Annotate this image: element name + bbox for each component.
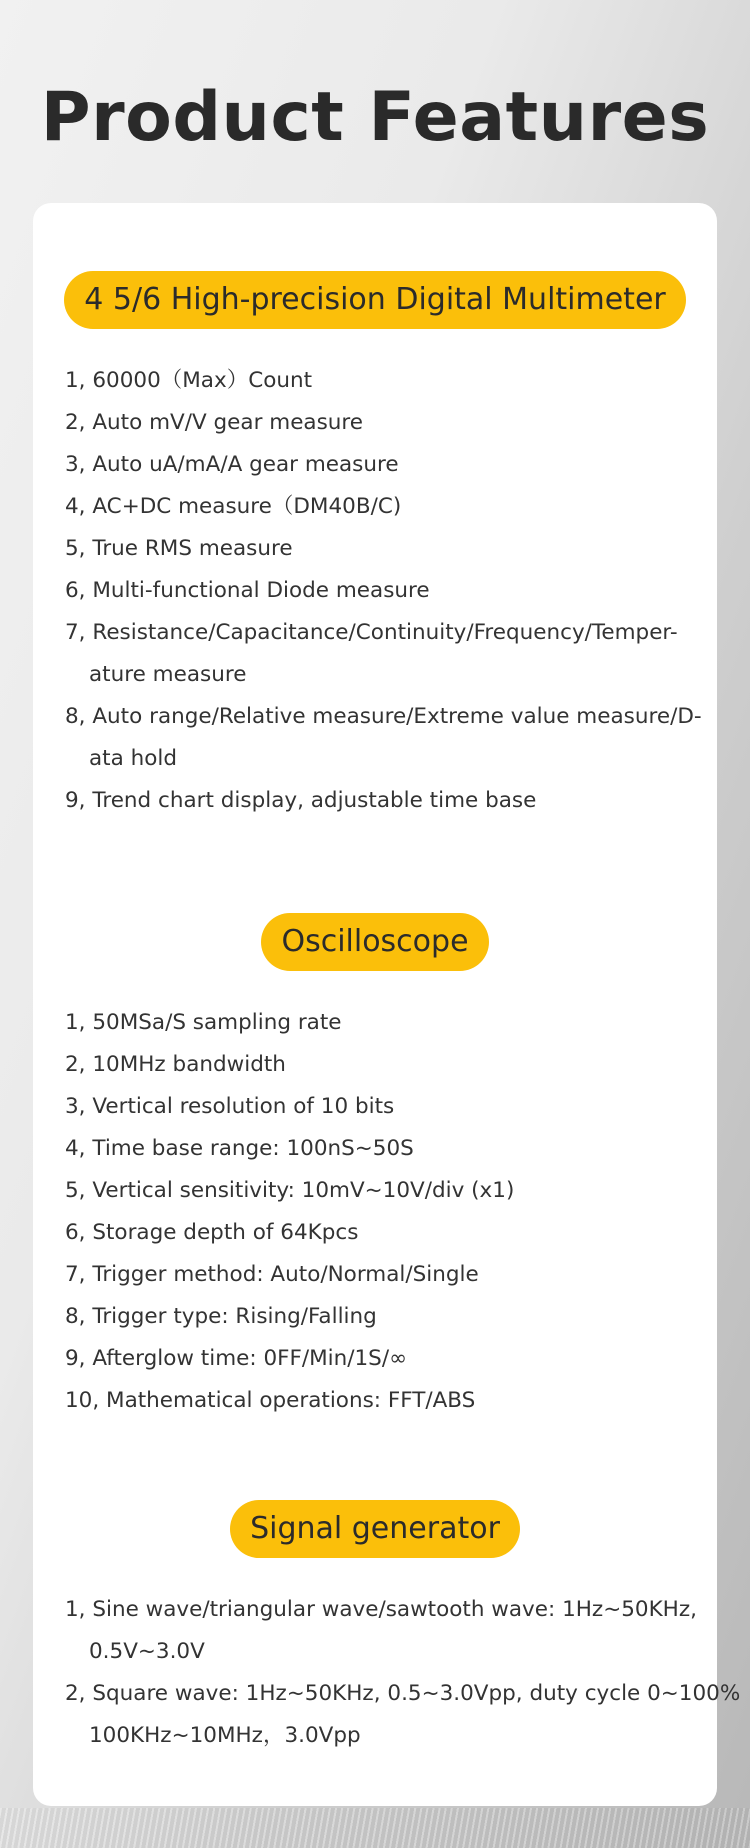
section-heading: Signal generator	[230, 1500, 520, 1558]
list-item: 5, Vertical sensitivity: 10mV~10V/div (x1)	[65, 1178, 515, 1203]
list-item: 9, Trend chart display, adjustable time base	[65, 788, 537, 813]
feature-list	[33, 1002, 717, 1422]
list-item: 3, Auto uA/mA/A gear measure	[65, 452, 399, 477]
feature-list	[33, 1589, 741, 1757]
list-item: 1, Sine wave/triangular wave/sawtooth wave: 1Hz~50KHz, 0.5V~3.0V	[65, 1597, 697, 1664]
list-item: 6, Multi-functional Diode measure	[65, 578, 430, 603]
list-item: 4, Time base range: 100nS~50S	[65, 1136, 414, 1161]
feature-list	[33, 360, 717, 822]
list-item: 2, Square wave: 1Hz~50KHz, 0.5~3.0Vpp, duty cycle 0~100% 100KHz~10MHz，3.0Vpp	[65, 1681, 741, 1748]
page-title: Product Features	[40, 78, 710, 157]
list-item: 1, 60000（Max）Count	[65, 368, 313, 393]
section-signal-generator	[33, 1500, 741, 1757]
list-item: 2, Auto mV/V gear measure	[65, 410, 364, 435]
list-item: 7, Resistance/Capacitance/Continuity/Frequency/Temper- ature measure	[65, 620, 678, 687]
section-multimeter	[33, 271, 717, 822]
background-texture	[0, 1808, 750, 1848]
list-item: 3, Vertical resolution of 10 bits	[65, 1094, 395, 1119]
section-heading: 4 5/6 High-precision Digital Multimeter	[64, 271, 685, 329]
list-item: 6, Storage depth of 64Kpcs	[65, 1220, 359, 1245]
list-item: 7, Trigger method: Auto/Normal/Single	[65, 1262, 479, 1287]
list-item: 8, Auto range/Relative measure/Extreme value measure/D- ata hold	[65, 704, 702, 771]
list-item: 8, Trigger type: Rising/Falling	[65, 1304, 377, 1329]
list-item: 10, Mathematical operations: FFT/ABS	[65, 1388, 476, 1413]
section-oscilloscope	[33, 913, 717, 1422]
features-card	[33, 203, 741, 1806]
list-item: 2, 10MHz bandwidth	[65, 1052, 286, 1077]
list-item: 4, AC+DC measure（DM40B/C)	[65, 494, 402, 519]
list-item: 9, Afterglow time: 0FF/Min/1S/∞	[65, 1346, 407, 1371]
list-item: 1, 50MSa/S sampling rate	[65, 1010, 342, 1035]
list-item: 5, True RMS measure	[65, 536, 293, 561]
section-heading: Oscilloscope	[261, 913, 488, 971]
